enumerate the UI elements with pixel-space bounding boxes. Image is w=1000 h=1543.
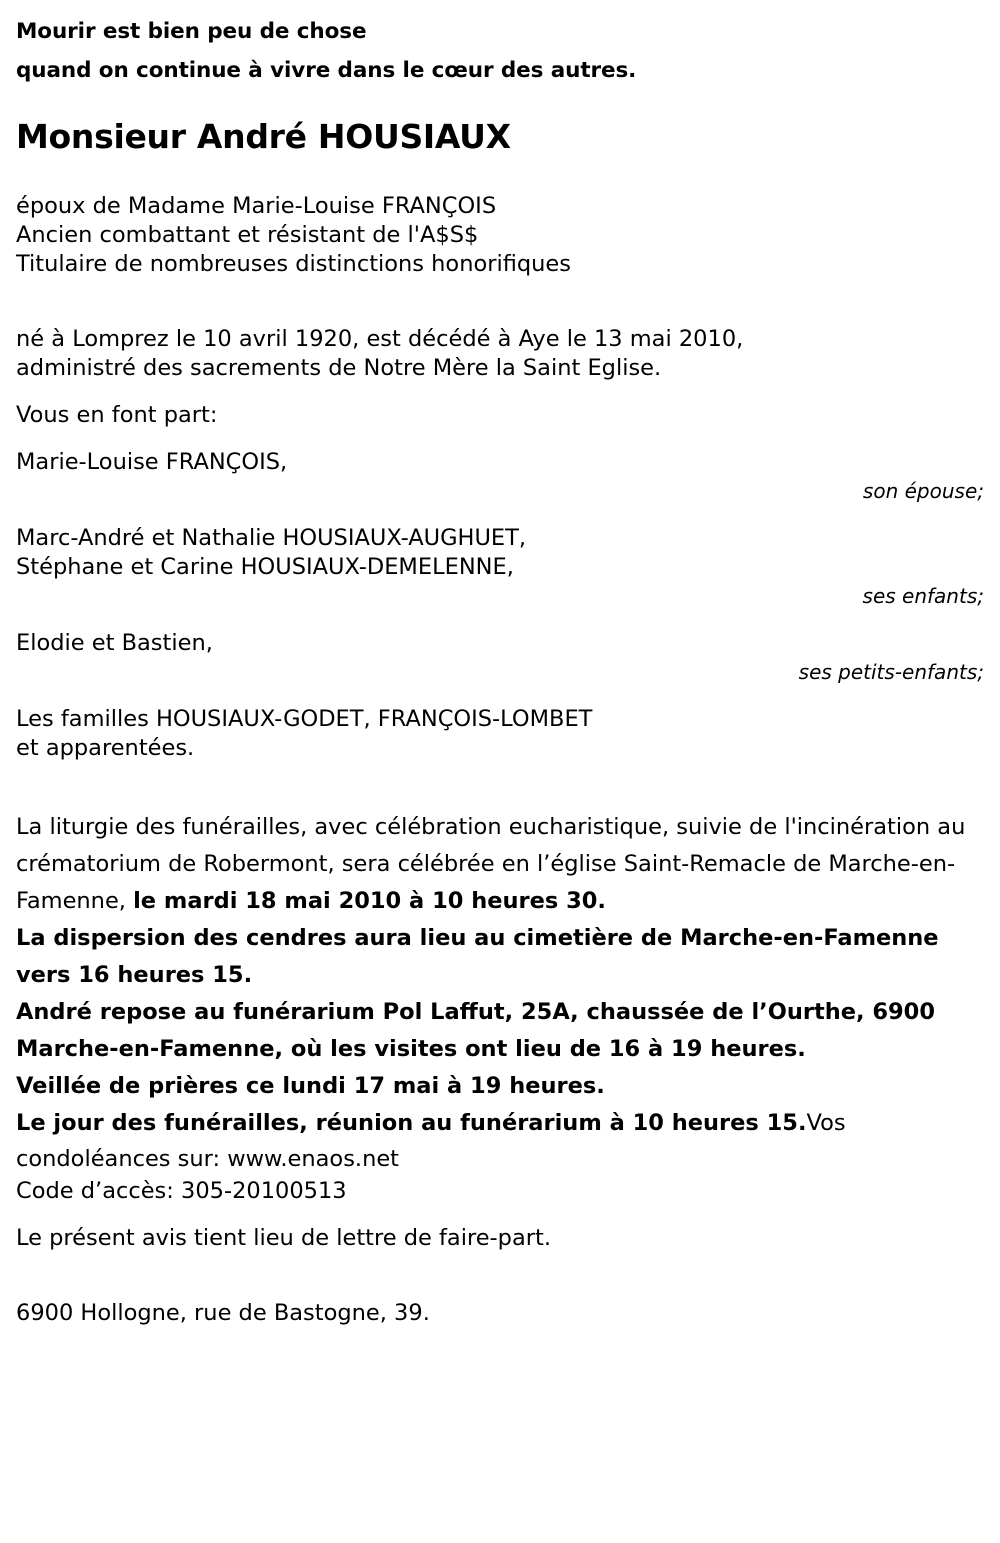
families-line-1: Les familles HOUSIAUX-GODET, FRANÇOIS-LOMBET <box>16 706 593 732</box>
spacer <box>16 687 992 705</box>
relation-group-spouse <box>16 448 992 506</box>
spacer <box>16 1253 992 1299</box>
spacer <box>16 611 992 629</box>
relation-name: Stéphane et Carine HOUSIAUX-DEMELENNE, <box>16 554 514 580</box>
birth-death-line-1: né à Lomprez le 10 avril 1920, est décédé à Aye le 13 mai 2010, <box>16 326 744 352</box>
notice-statement-text: Le présent avis tient lieu de lettre de faire-part. <box>16 1225 551 1251</box>
condolences-regular-text: Vos condoléances sur: www.enaos.net <box>16 1110 846 1172</box>
spacer <box>16 383 992 401</box>
distinction-line-2: Titulaire de nombreuses distinctions honorifiques <box>16 251 571 277</box>
access-code-block <box>16 1177 992 1206</box>
spacer <box>16 279 992 325</box>
relation-name: Marie-Louise FRANÇOIS, <box>16 449 288 475</box>
birth-death-line-2: administré des sacrements de Notre Mère la Saint Eglise. <box>16 355 662 381</box>
families-line-2: et apparentées. <box>16 735 195 761</box>
relation-role-label: ses enfants; <box>862 584 984 608</box>
birth-death-details <box>16 325 992 383</box>
distinction-line-1: Ancien combattant et résistant de l'A$S$ <box>16 222 479 248</box>
liturgy-regular-text: La liturgie des funérailles, avec célébration eucharistique, suivie de l'incinération au crématorium de Robermont, sera célébrée en l’église Saint-Remacle de Marche-en-Famenne, <box>16 814 966 914</box>
relation-name: Marc-André et Nathalie HOUSIAUX-AUGHUET, <box>16 525 527 551</box>
prayer-vigil-paragraph: Veillée de prières ce lundi 17 mai à 19 heures. <box>16 1073 605 1099</box>
notice-statement-block <box>16 1224 992 1253</box>
spacer <box>16 1206 992 1224</box>
address-block <box>16 1299 992 1328</box>
relation-role-label: son épouse; <box>862 479 984 503</box>
announcement-intro-text: Vous en font part: <box>16 402 218 428</box>
relation-names <box>16 629 992 658</box>
liturgy-datetime-bold: le mardi 18 mai 2010 à 10 heures 30. <box>133 888 606 914</box>
relation-names <box>16 448 992 477</box>
relation-group-children <box>16 524 992 611</box>
epigraph-line-2: quand on continue à vivre dans le cœur des autres. <box>16 58 637 83</box>
access-code-text: Code d’accès: 305-20100513 <box>16 1178 347 1204</box>
deceased-details <box>16 192 992 279</box>
relation-role-label: ses petits-enfants; <box>798 660 984 684</box>
relation-name: Elodie et Bastien, <box>16 630 213 656</box>
deceased-name: Monsieur André HOUSIAUX <box>16 117 511 156</box>
spacer <box>16 506 992 524</box>
address-text: 6900 Hollogne, rue de Bastogne, 39. <box>16 1300 430 1326</box>
epigraph <box>16 12 992 90</box>
epigraph-line-1: Mourir est bien peu de chose <box>16 19 367 44</box>
families-block <box>16 705 992 763</box>
spacer <box>16 763 992 809</box>
spacer <box>16 430 992 448</box>
funeral-home-paragraph: André repose au funérarium Pol Laffut, 25A, chaussée de l’Ourthe, 6900 Marche-en-Famenne, où les visites ont lieu de 16 à 19 heures. <box>16 999 935 1062</box>
ashes-dispersal-paragraph: La dispersion des cendres aura lieu au cimetière de Marche-en-Famenne vers 16 heures 15. <box>16 925 939 988</box>
liturgy-paragraph <box>16 809 984 920</box>
relation-names <box>16 524 992 582</box>
announcement-intro <box>16 401 992 430</box>
relation-group-grandchildren <box>16 629 992 687</box>
gathering-bold-text: Le jour des funérailles, réunion au funérarium à 10 heures 15. <box>16 1110 807 1136</box>
gathering-condolences-paragraph <box>16 1105 984 1177</box>
spouse-line: époux de Madame Marie-Louise FRANÇOIS <box>16 193 497 219</box>
